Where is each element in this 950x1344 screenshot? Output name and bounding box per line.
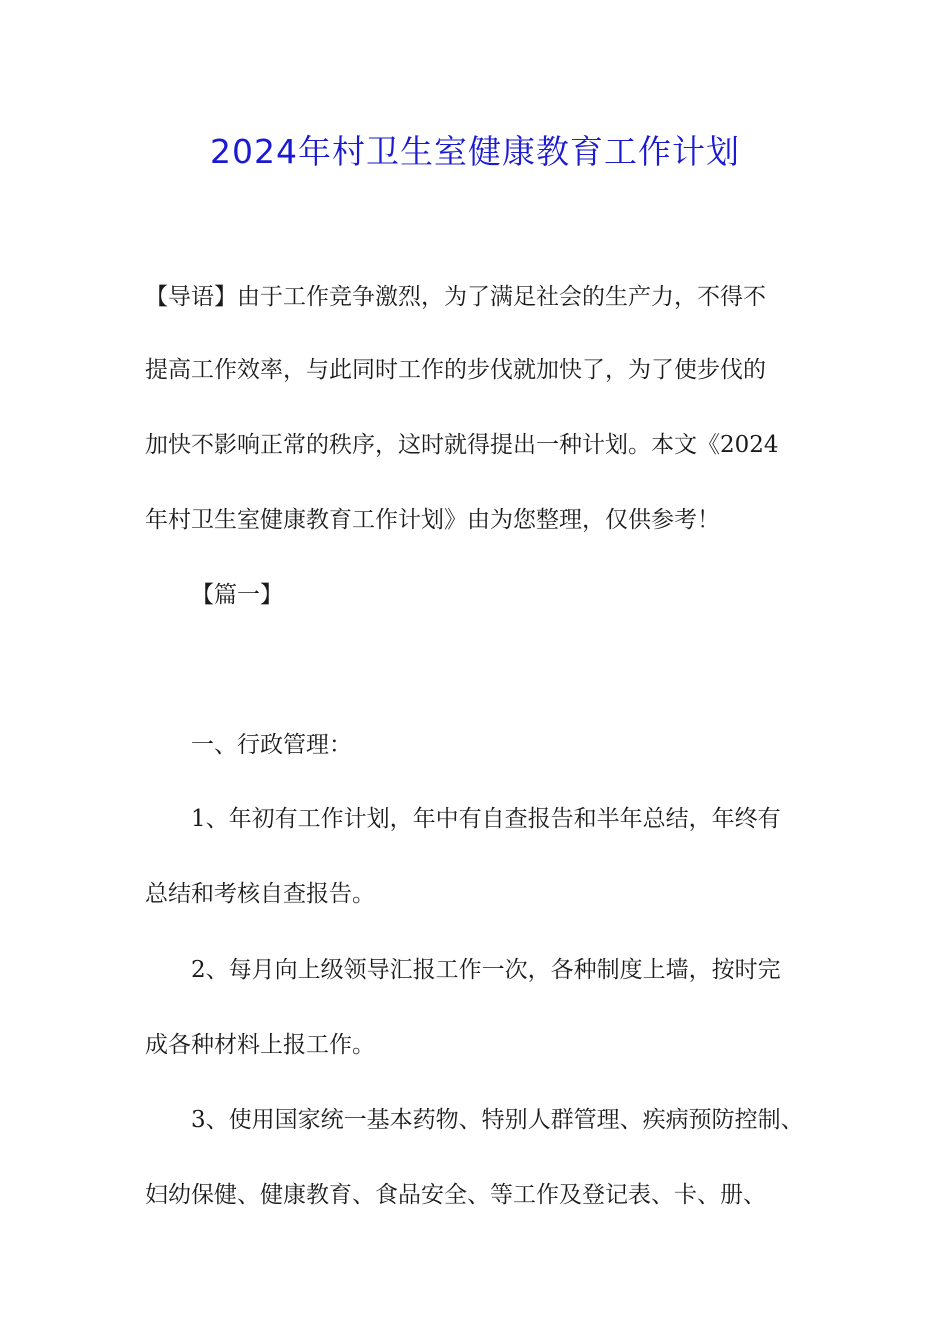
intro-line-4: 年村卫生室健康教育工作计划》由为您整理，仅供参考！ xyxy=(145,507,720,533)
intro-line-2: 提高工作效率，与此同时工作的步伐就加快了，为了使步伐的 xyxy=(145,357,766,383)
intro-line-3: 加快不影响正常的秩序，这时就得提出一种计划。本文《2024 xyxy=(145,432,779,458)
section-heading: 一、行政管理： xyxy=(191,732,352,758)
item-3-line-1: 3、使用国家统一基本药物、特别人群管理、疾病预防控制、 xyxy=(191,1107,804,1133)
item-2-line-2: 成各种材料上报工作。 xyxy=(145,1032,375,1058)
intro-line-1: 【导语】由于工作竞争激烈，为了满足社会的生产力，不得不 xyxy=(145,284,766,310)
item-3-line-2: 妇幼保健、健康教育、食品安全、等工作及登记表、卡、册、 xyxy=(145,1182,766,1208)
item-1-line-1: 1、年初有工作计划，年中有自查报告和半年总结，年终有 xyxy=(191,806,781,832)
item-2-line-1: 2、每月向上级领导汇报工作一次，各种制度上墙，按时完 xyxy=(191,957,781,983)
item-1-line-2: 总结和考核自查报告。 xyxy=(145,881,375,907)
chapter-heading: 【篇一】 xyxy=(191,582,283,608)
document-title: 2024年村卫生室健康教育工作计划 xyxy=(210,132,740,171)
